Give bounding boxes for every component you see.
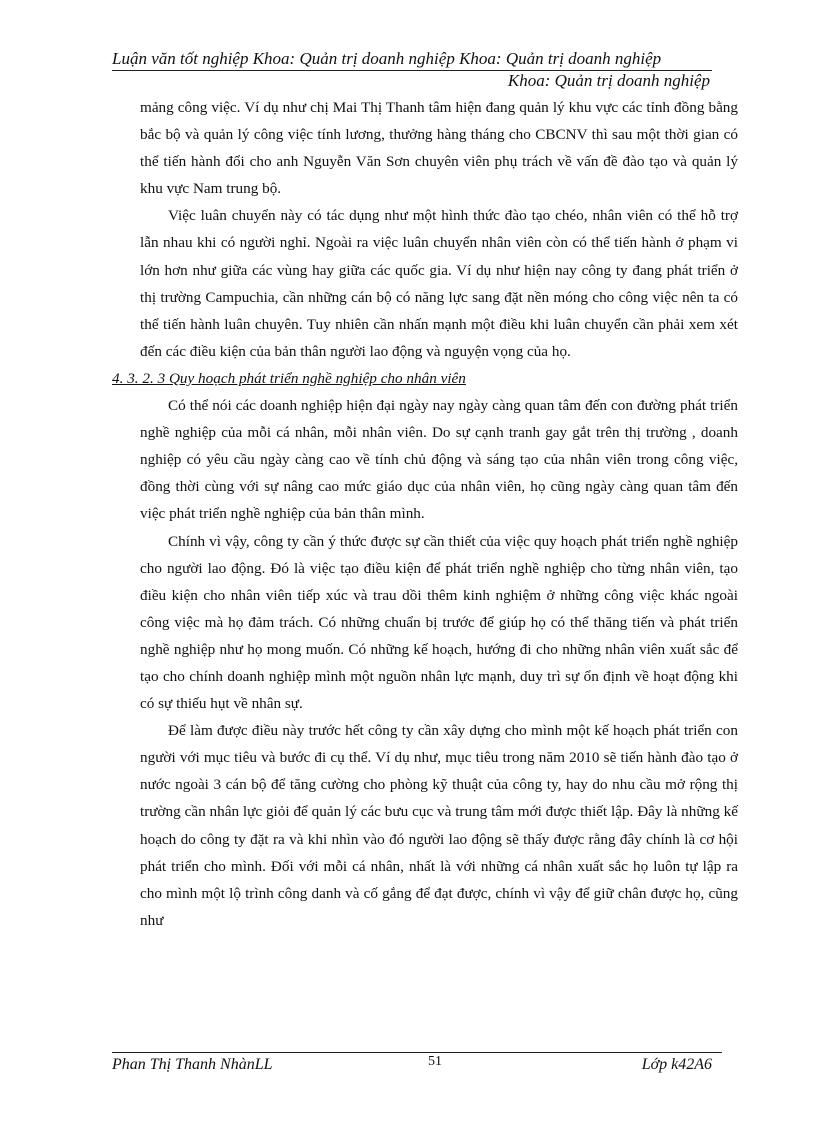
paragraph-1: mảng công việc. Ví dụ như chị Mai Thị Thanh tâm hiện đang quản lý khu vực các tỉnh đồng bằng bắc bộ và quản lý công việc tính lương, thưởng hàng tháng cho CBCNV thì sau một thời gian có thể tiến hành đổi cho anh Nguyễn Văn Sơn chuyên viên phụ trách về vấn đề đào tạo và quản lý khu vực Nam trung bộ.	[140, 99, 738, 198]
header-faculty: Khoa: Quản trị doanh nghiệp	[507, 71, 710, 90]
header-divider	[112, 70, 712, 71]
document-body	[112, 94, 738, 934]
header-title: Luận văn tốt nghiệp Khoa: Quản trị doanh nghiệp Khoa: Quản trị doanh nghiệp	[112, 49, 662, 68]
paragraph-2: Việc luân chuyển này có tác dụng như một hình thức đào tạo chéo, nhân viên có thể hỗ trợ lẫn nhau khi có người nghỉ. Ngoài ra việc luân chuyển nhân viên còn có thể tiến hành ở phạm vi lớn hơn như giữa các vùng hay giữa các quốc gia. Ví dụ như hiện nay công ty đang phát triển ở thị trường Campuchia, cần những cán bộ có năng lực sang đặt nền móng cho công việc nên ta có thể tiến hành luân chuyên. Tuy nhiên cần nhấn mạnh một điều khi luân chuyển cần phải xem xét đến các điều kiện của bản thân người lao động và nguyện vọng của họ.	[140, 207, 738, 360]
paragraph-3: Có thể nói các doanh nghiệp hiện đại ngày nay ngày càng quan tâm đến con đường phát triển nghề nghiệp của mỗi cá nhân, mỗi nhân viên. Do sự cạnh tranh gay gắt trên thị trường , doanh nghiệp có yêu cầu ngày càng cao về tính chủ động và sáng tạo của nhân viên trong công việc, đồng thời cùng với sự nâng cao mức giáo dục của nhân viên, họ cũng ngày càng quan tâm đến việc phát triển nghề nghiệp của bản thân mình.	[140, 397, 738, 523]
footer-class: Lớp k42A6	[641, 1056, 712, 1073]
section-heading: 4. 3. 2. 3 Quy hoạch phát triển nghề nghiệp cho nhân viên	[112, 369, 466, 387]
paragraph-4: Chính vì vậy, công ty cần ý thức được sự cần thiết của việc quy hoạch phát triển nghề nghiệp cho người lao động. Đó là việc tạo điều kiện để phát triển nghề nghiệp cho từng nhân viên, tạo điều kiện cho nhân viên tiếp xúc và trau dồi thêm kinh nghiệm ở những công việc khác ngoài công việc mà họ đảm trách. Có những chuẩn bị trước để giúp họ có thể thăng tiến và phát triển nghề nghiệp như họ mong muốn. Có những kế hoạch, hướng đi cho những nhân viên xuất sắc để tạo cho chính doanh nghiệp mình một nguồn nhân lực mạnh, duy trì sự ổn định về hoạt động khi có sự thiếu hụt về nhân sự.	[140, 532, 738, 713]
paragraph-5: Để làm được điều này trước hết công ty cần xây dựng cho mình một kế hoạch phát triển con người với mục tiêu và bước đi cụ thể. Ví dụ như, mục tiêu trong năm 2010 sẽ tiến hành đào tạo ở nước ngoài 3 cán bộ để tăng cường cho phòng kỹ thuật của công ty, hay do nhu cầu mở rộng thị trường cần nhân lực giỏi để quản lý các bưu cục và trung tâm mới được thiết lập. Đây là những kế hoạch do công ty đặt ra và khi nhìn vào đó người lao động sẽ thấy được rằng đây chính là cơ hội phát triển cho mình. Đối với mỗi cá nhân, nhất là với những cá nhân xuất sắc họ luôn tự lập ra cho mình một lộ trình công danh và cố gắng để đạt được, chính vì vậy để giữ chân được họ, cũng như	[140, 722, 738, 929]
footer-divider	[112, 1052, 722, 1053]
footer-author: Phan Thị Thanh NhànLL	[112, 1056, 273, 1073]
page-number: 51	[428, 1054, 442, 1069]
